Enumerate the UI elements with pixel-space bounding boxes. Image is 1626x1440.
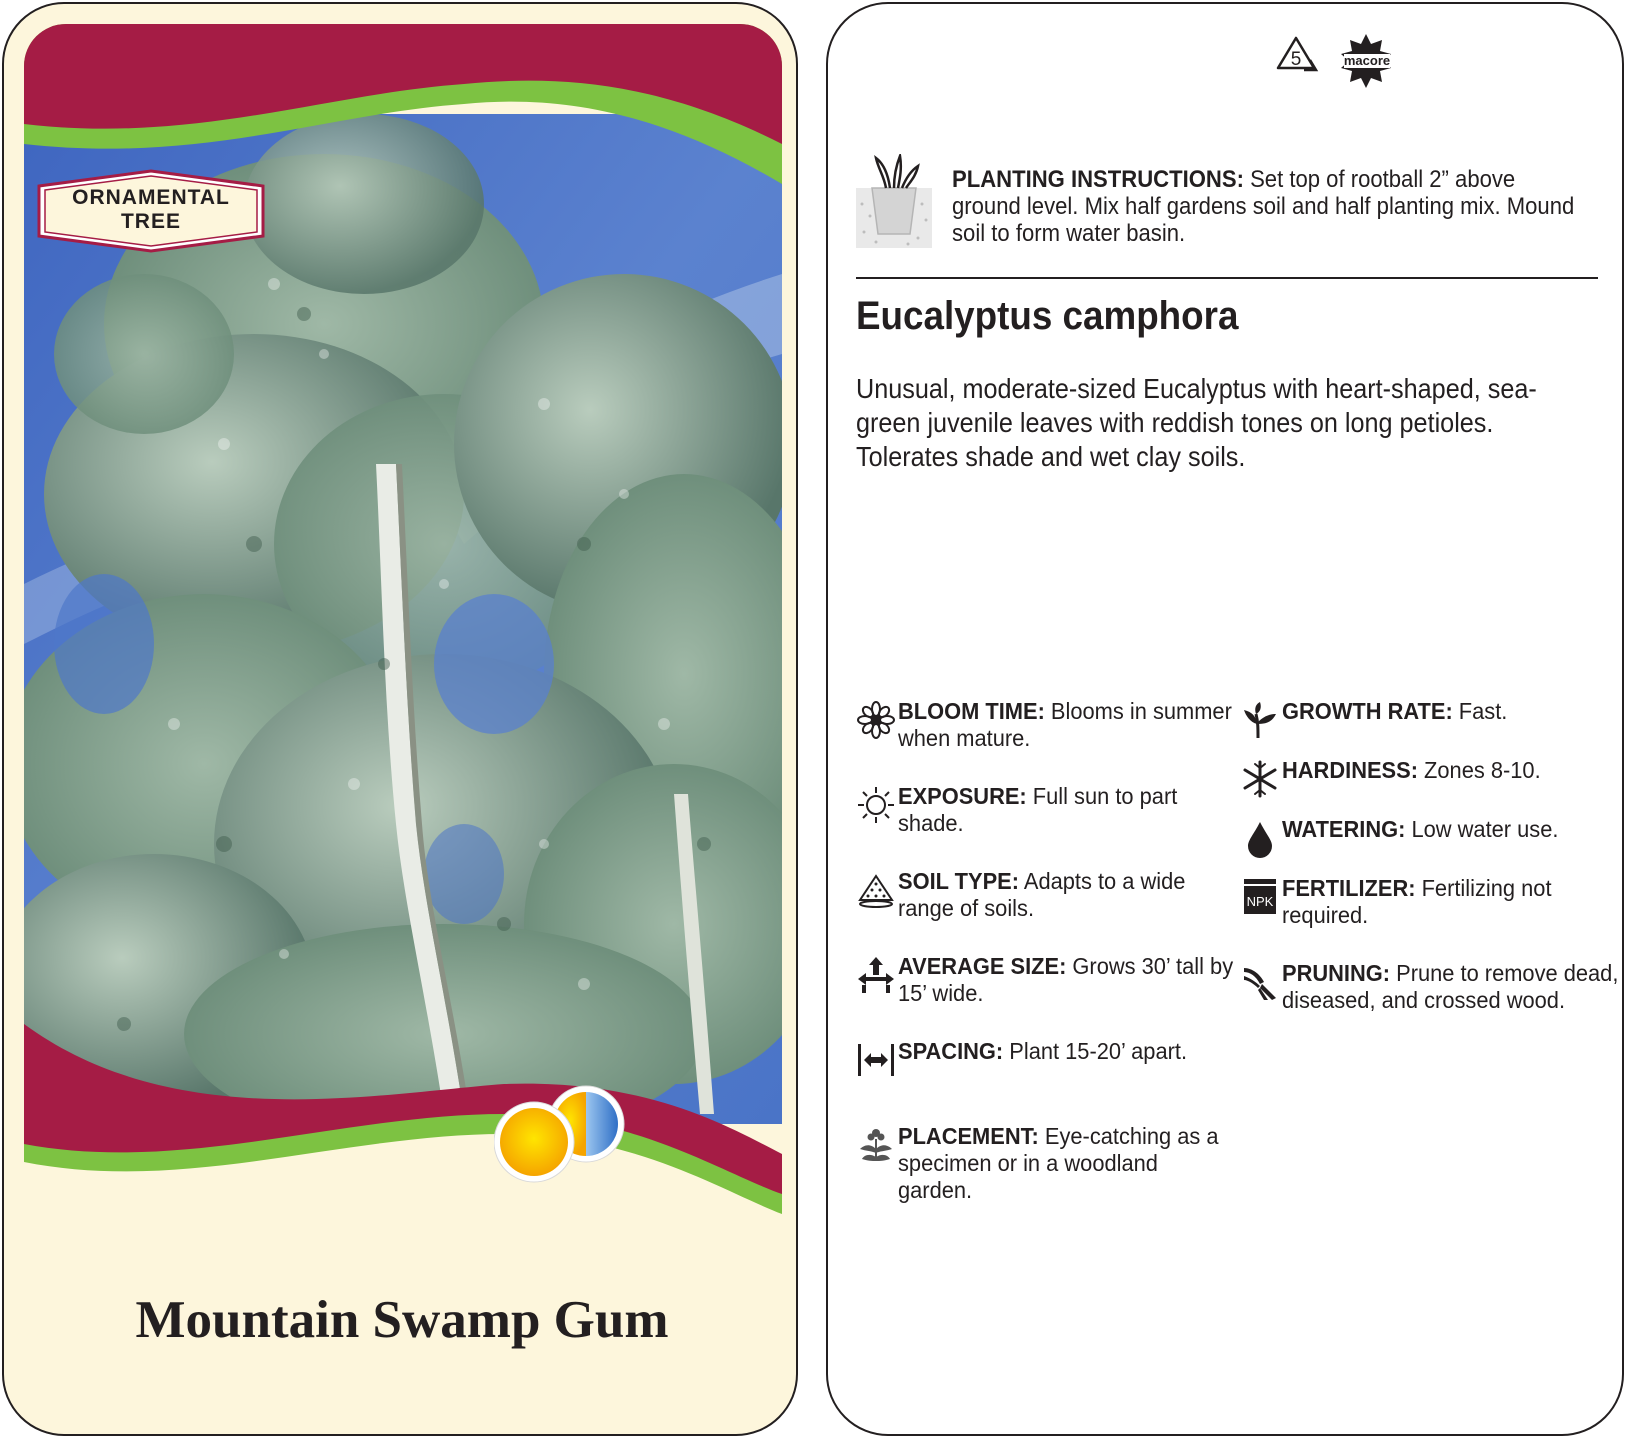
pruning-text	[1282, 960, 1624, 1014]
exposure-label: EXPOSURE:	[898, 783, 1027, 809]
bloom-time-text	[898, 698, 1240, 752]
watering-text	[1282, 816, 1624, 843]
category-line-2: TREE	[120, 210, 181, 233]
placement-label: PLACEMENT:	[898, 1123, 1039, 1149]
pruning-shears-icon	[1240, 962, 1280, 1002]
average-size-label: AVERAGE SIZE:	[898, 953, 1067, 979]
growth-rate-text	[1282, 698, 1624, 725]
average-size-text	[898, 953, 1240, 1007]
pruning-label: PRUNING:	[1282, 960, 1391, 986]
water-drop-icon	[1240, 818, 1280, 858]
fertilizer-label: FERTILIZER:	[1282, 875, 1416, 901]
exposure-text	[898, 783, 1240, 837]
planting-label: PLANTING INSTRUCTIONS:	[952, 166, 1244, 193]
sun-requirement-icons	[494, 1084, 644, 1184]
attr-soil-type	[856, 868, 1236, 928]
soil-pile-icon	[856, 870, 896, 910]
recycling-5-icon	[1278, 38, 1316, 70]
attr-growth-rate	[1240, 698, 1620, 758]
average-size-icon	[856, 955, 896, 995]
placement-value: Eye-catching as a specimen or in a woodland garden.	[898, 1123, 1219, 1203]
spacing-arrows-icon	[856, 1040, 896, 1080]
potted-plant-icon	[856, 154, 932, 248]
hardiness-label: HARDINESS:	[1282, 757, 1418, 783]
npk-label: NPK	[1246, 894, 1274, 909]
section-divider	[856, 277, 1598, 279]
brand-logo-text: macore	[1343, 53, 1391, 68]
back-card	[826, 2, 1624, 1436]
attr-pruning	[1240, 960, 1620, 1020]
certification-icons	[1274, 30, 1414, 90]
full-sun-icon	[494, 1102, 574, 1182]
pruning-value: Prune to remove dead, diseased, and crossed wood.	[1282, 960, 1619, 1013]
hardiness-value: Zones 8-10.	[1417, 757, 1541, 783]
growth-rate-label: GROWTH RATE:	[1282, 698, 1453, 724]
botanical-name: Eucalyptus camphora	[856, 294, 1239, 338]
spacing-label: SPACING:	[898, 1038, 1004, 1064]
attr-hardiness	[1240, 757, 1620, 817]
planting-instructions-text	[952, 166, 1587, 247]
attr-spacing	[856, 1038, 1236, 1098]
average-size-value: Grows 30’ tall by 15’ wide.	[898, 953, 1234, 1006]
plant-description: Unusual, moderate-sized Eucalyptus with heart-shaped, sea-green juvenile leaves with reddish tones on long petioles. Tolerates shade and wet clay soils.	[856, 373, 1537, 472]
attr-placement	[856, 1123, 1236, 1203]
category-line-1: ORNAMENTAL	[72, 186, 230, 209]
soil-type-label: SOIL TYPE:	[898, 868, 1020, 894]
spacing-value: Plant 15-20’ apart.	[1003, 1038, 1188, 1064]
attr-average-size	[856, 953, 1236, 1013]
snowflake-icon	[1240, 759, 1280, 799]
watering-value: Low water use.	[1405, 816, 1559, 842]
growth-rate-value: Fast.	[1452, 698, 1508, 724]
placement-text	[898, 1123, 1221, 1204]
fertilizer-text	[1282, 875, 1624, 929]
sun-exposure-icon	[856, 785, 896, 825]
attr-exposure	[856, 783, 1236, 843]
attr-watering	[1240, 816, 1620, 876]
bloom-flower-icon	[856, 700, 896, 740]
fertilizer-npk-icon	[1240, 877, 1280, 917]
exposure-value: Full sun to part shade.	[898, 783, 1178, 836]
macore-logo-icon	[1341, 34, 1391, 88]
soil-type-value: Adapts to a wide range of soils.	[898, 868, 1186, 921]
watering-label: WATERING:	[1282, 816, 1406, 842]
growth-sprout-icon	[1240, 700, 1280, 740]
attr-bloom-time	[856, 698, 1236, 758]
planting-instructions	[856, 154, 1596, 254]
attr-fertilizer	[1240, 875, 1620, 935]
common-name-title: Mountain Swamp Gum	[135, 1291, 669, 1349]
fertilizer-value: Fertilizing not required.	[1282, 875, 1552, 928]
front-card	[2, 2, 798, 1436]
soil-type-text	[898, 868, 1240, 922]
bloom-time-value: Blooms in summer when mature.	[898, 698, 1232, 751]
planting-body: Set top of rootball 2” above ground level. Mix half gardens soil and half planting mix. Mound soil to form water basin.	[952, 166, 1575, 247]
category-badge	[36, 168, 266, 254]
spacing-text	[898, 1038, 1240, 1065]
recycling-code: 5	[1290, 49, 1302, 70]
bloom-time-label: BLOOM TIME:	[898, 698, 1045, 724]
hardiness-text	[1282, 757, 1624, 784]
placement-plant-icon	[856, 1125, 896, 1165]
